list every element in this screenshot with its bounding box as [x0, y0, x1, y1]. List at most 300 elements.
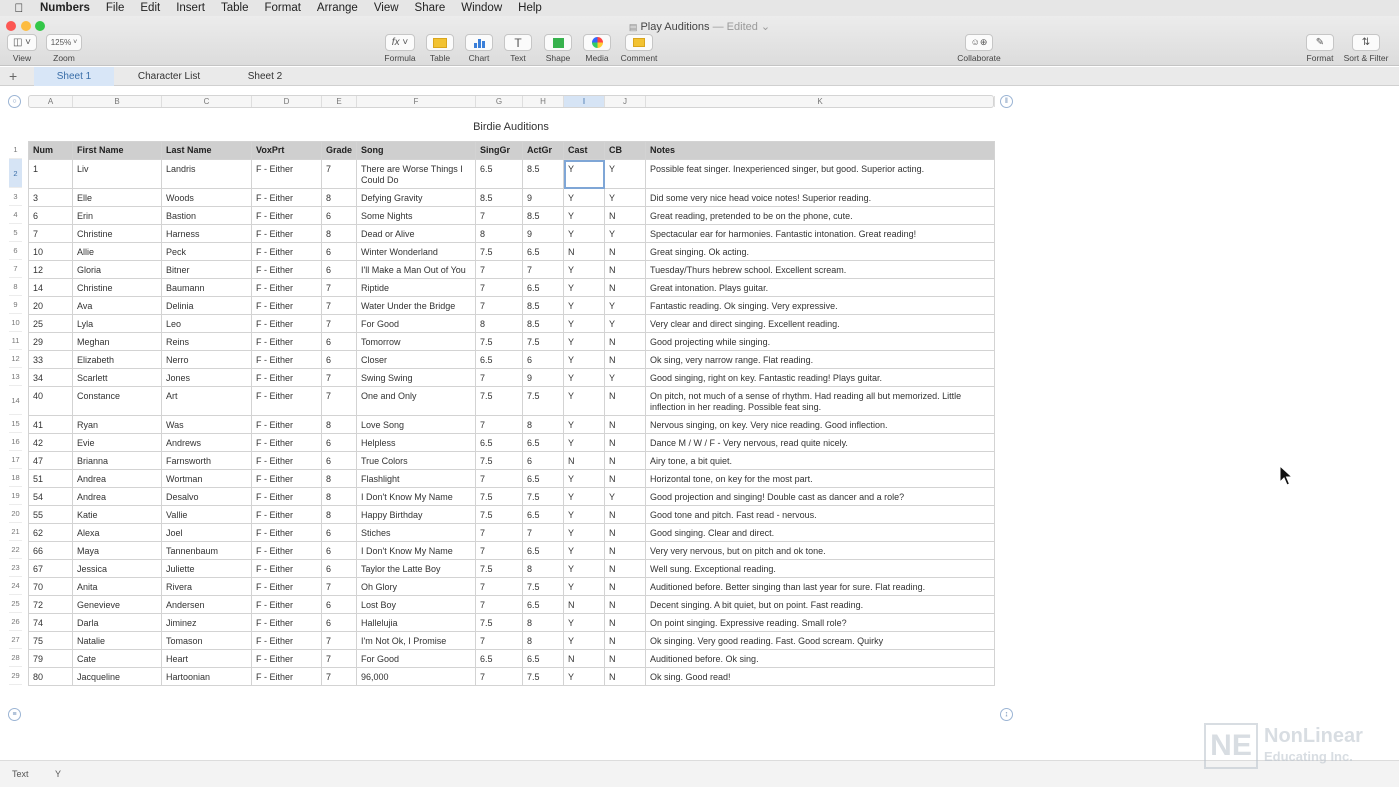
- table-cell[interactable]: Y: [605, 160, 646, 189]
- column-header-f[interactable]: F: [357, 96, 476, 107]
- table-cell[interactable]: N: [564, 452, 605, 470]
- table-cell[interactable]: Good singing, right on key. Fantastic reading! Plays guitar.: [646, 369, 995, 387]
- row-header[interactable]: 19: [9, 487, 22, 505]
- table-cell[interactable]: Wortman: [162, 470, 252, 488]
- table-cell[interactable]: 42: [29, 434, 73, 452]
- table-cell[interactable]: 9: [523, 225, 564, 243]
- table-cell[interactable]: Andrews: [162, 434, 252, 452]
- table-cell[interactable]: Reins: [162, 333, 252, 351]
- table-cell[interactable]: Y: [564, 225, 605, 243]
- table-cell[interactable]: 7: [523, 261, 564, 279]
- table-cell[interactable]: 6.5: [523, 506, 564, 524]
- table-cell[interactable]: 8: [322, 506, 357, 524]
- table-cell[interactable]: Y: [564, 315, 605, 333]
- table-cell[interactable]: Oh Glory: [357, 578, 476, 596]
- table-cell[interactable]: Christine: [73, 225, 162, 243]
- table-cell[interactable]: N: [605, 614, 646, 632]
- table-cell[interactable]: Y: [564, 279, 605, 297]
- table-cell[interactable]: Horizontal tone, on key for the most part.: [646, 470, 995, 488]
- table-cell[interactable]: 7: [476, 524, 523, 542]
- table-cell[interactable]: Cate: [73, 650, 162, 668]
- table-cell[interactable]: Water Under the Bridge: [357, 297, 476, 315]
- row-header[interactable]: 25: [9, 595, 22, 613]
- table-cell[interactable]: Happy Birthday: [357, 506, 476, 524]
- table-cell[interactable]: On pitch, not much of a sense of rhythm. Had reading all but memorized. Little inflection in her reading. Possible feat sing.: [646, 387, 995, 416]
- table-cell[interactable]: 7: [476, 632, 523, 650]
- table-cell[interactable]: Y: [605, 315, 646, 333]
- table-cell[interactable]: 7.5: [476, 387, 523, 416]
- table-cell[interactable]: Was: [162, 416, 252, 434]
- table-cell[interactable]: N: [605, 542, 646, 560]
- table-cell[interactable]: Did some very nice head voice notes! Superior reading.: [646, 189, 995, 207]
- column-header-j[interactable]: J: [605, 96, 646, 107]
- table-cell[interactable]: 6: [322, 207, 357, 225]
- table-cell[interactable]: 6: [523, 351, 564, 369]
- row-header[interactable]: 18: [9, 469, 22, 487]
- table-cell[interactable]: Y: [564, 207, 605, 225]
- table-cell[interactable]: Taylor the Latte Boy: [357, 560, 476, 578]
- table-cell[interactable]: Winter Wonderland: [357, 243, 476, 261]
- zoom-button[interactable]: [46, 34, 82, 63]
- table-cell[interactable]: Woods: [162, 189, 252, 207]
- table-cell[interactable]: 7.5: [523, 488, 564, 506]
- table-cell[interactable]: F - Either: [252, 632, 322, 650]
- table-cell[interactable]: Farnsworth: [162, 452, 252, 470]
- table-cell[interactable]: F - Either: [252, 524, 322, 542]
- table-cell[interactable]: N: [605, 650, 646, 668]
- table-cell[interactable]: 6.5: [523, 243, 564, 261]
- table-cell[interactable]: 40: [29, 387, 73, 416]
- table-cell[interactable]: Y: [564, 297, 605, 315]
- table-cell[interactable]: On point singing. Expressive reading. Small role?: [646, 614, 995, 632]
- table-cell[interactable]: Peck: [162, 243, 252, 261]
- table-cell[interactable]: 62: [29, 524, 73, 542]
- row-header[interactable]: 15: [9, 415, 22, 433]
- table-cell[interactable]: 8: [523, 560, 564, 578]
- column-header-h[interactable]: H: [523, 96, 564, 107]
- table-cell[interactable]: I'll Make a Man Out of You: [357, 261, 476, 279]
- table-cell[interactable]: F - Either: [252, 578, 322, 596]
- table-cell[interactable]: Great reading, pretended to be on the phone, cute.: [646, 207, 995, 225]
- table-cell[interactable]: 6.5: [523, 542, 564, 560]
- add-sheet-button[interactable]: +: [9, 68, 18, 84]
- table-cell[interactable]: Andrea: [73, 470, 162, 488]
- table-cell[interactable]: 8: [322, 225, 357, 243]
- table-cell[interactable]: F - Either: [252, 369, 322, 387]
- menu-format[interactable]: Format: [264, 2, 301, 14]
- table-cell[interactable]: 6: [523, 452, 564, 470]
- table-cell[interactable]: N: [605, 560, 646, 578]
- row-header[interactable]: 20: [9, 505, 22, 523]
- table-cell[interactable]: Bastion: [162, 207, 252, 225]
- table-cell[interactable]: F - Either: [252, 542, 322, 560]
- table-cell[interactable]: Tomason: [162, 632, 252, 650]
- table-cell[interactable]: 6: [322, 243, 357, 261]
- menu-window[interactable]: Window: [461, 2, 503, 14]
- table-cell[interactable]: 7: [476, 542, 523, 560]
- table-cell[interactable]: F - Either: [252, 261, 322, 279]
- view-button[interactable]: [6, 34, 38, 63]
- table-cell[interactable]: F - Either: [252, 650, 322, 668]
- table-cell[interactable]: Y: [564, 524, 605, 542]
- table-cell[interactable]: 7: [322, 369, 357, 387]
- table-cell[interactable]: F - Either: [252, 315, 322, 333]
- chart-button[interactable]: [464, 34, 494, 63]
- tab-sheet-2[interactable]: Sheet 2: [247, 71, 283, 82]
- row-header[interactable]: 1: [9, 141, 22, 159]
- table-cell[interactable]: N: [605, 261, 646, 279]
- tab-character-list[interactable]: Character List: [137, 71, 201, 82]
- table-cell[interactable]: Hallelujia: [357, 614, 476, 632]
- table-cell[interactable]: 6.5: [476, 650, 523, 668]
- table-cell[interactable]: Decent singing. A bit quiet, but on point. Fast reading.: [646, 596, 995, 614]
- table-cell[interactable]: 7: [322, 650, 357, 668]
- table-cell[interactable]: 7: [322, 632, 357, 650]
- table-cell[interactable]: 7: [476, 207, 523, 225]
- table-cell[interactable]: 10: [29, 243, 73, 261]
- table-cell[interactable]: 6.5: [476, 160, 523, 189]
- table-cell[interactable]: Y: [564, 189, 605, 207]
- select-table-handle-icon[interactable]: ○: [8, 95, 21, 108]
- table-cell[interactable]: 8: [322, 189, 357, 207]
- table-cell[interactable]: Y: [605, 297, 646, 315]
- row-header[interactable]: 6: [9, 242, 22, 260]
- row-header[interactable]: 5: [9, 224, 22, 242]
- table-cell[interactable]: 7: [476, 578, 523, 596]
- table-cell[interactable]: Fantastic reading. Ok singing. Very expressive.: [646, 297, 995, 315]
- table-cell[interactable]: Anita: [73, 578, 162, 596]
- table-cell[interactable]: 55: [29, 506, 73, 524]
- table-cell[interactable]: Y: [605, 369, 646, 387]
- row-header[interactable]: 9: [9, 296, 22, 314]
- table-cell[interactable]: Katie: [73, 506, 162, 524]
- table-cell[interactable]: 7.5: [476, 614, 523, 632]
- row-header[interactable]: 11: [9, 332, 22, 350]
- table-cell[interactable]: Y: [564, 351, 605, 369]
- table-cell[interactable]: Juliette: [162, 560, 252, 578]
- table-cell[interactable]: Delinia: [162, 297, 252, 315]
- row-header[interactable]: 23: [9, 559, 22, 577]
- row-header[interactable]: 27: [9, 631, 22, 649]
- table-cell[interactable]: 7.5: [523, 333, 564, 351]
- row-header[interactable]: 16: [9, 433, 22, 451]
- table-cell[interactable]: 6: [29, 207, 73, 225]
- collaborate-button[interactable]: [955, 34, 1003, 63]
- table-cell[interactable]: 6: [322, 434, 357, 452]
- table-cell[interactable]: Elle: [73, 189, 162, 207]
- table-cell[interactable]: 6.5: [523, 650, 564, 668]
- table-cell[interactable]: N: [605, 434, 646, 452]
- table-cell[interactable]: 7: [476, 596, 523, 614]
- format-button[interactable]: [1304, 34, 1336, 63]
- table-cell[interactable]: Defying Gravity: [357, 189, 476, 207]
- table-cell[interactable]: Stiches: [357, 524, 476, 542]
- table-cell[interactable]: Natalie: [73, 632, 162, 650]
- header-actgr[interactable]: ActGr: [523, 142, 564, 160]
- table-cell[interactable]: F - Either: [252, 560, 322, 578]
- table-cell[interactable]: Genevieve: [73, 596, 162, 614]
- table-cell[interactable]: Good singing. Clear and direct.: [646, 524, 995, 542]
- table-cell[interactable]: 6.5: [523, 470, 564, 488]
- table-cell[interactable]: 6: [322, 351, 357, 369]
- table-cell[interactable]: 7: [322, 668, 357, 686]
- table-cell[interactable]: Darla: [73, 614, 162, 632]
- table-cell[interactable]: 79: [29, 650, 73, 668]
- table-cell[interactable]: Lost Boy: [357, 596, 476, 614]
- table-cell[interactable]: F - Either: [252, 189, 322, 207]
- table-cell[interactable]: 8.5: [476, 189, 523, 207]
- table-cell[interactable]: N: [605, 243, 646, 261]
- table-cell[interactable]: F - Either: [252, 470, 322, 488]
- table-cell[interactable]: Y: [564, 261, 605, 279]
- table-cell[interactable]: 8: [322, 488, 357, 506]
- table-cell[interactable]: 8.5: [523, 160, 564, 189]
- table-cell[interactable]: N: [605, 387, 646, 416]
- row-header[interactable]: 13: [9, 368, 22, 386]
- table-cell[interactable]: Heart: [162, 650, 252, 668]
- table-cell[interactable]: Good projecting while singing.: [646, 333, 995, 351]
- table-cell[interactable]: F - Either: [252, 207, 322, 225]
- menu-app-name[interactable]: Numbers: [40, 2, 90, 14]
- table-cell[interactable]: 47: [29, 452, 73, 470]
- table-cell[interactable]: 8: [523, 614, 564, 632]
- table-cell[interactable]: 6.5: [523, 279, 564, 297]
- table-cell[interactable]: N: [605, 333, 646, 351]
- table-cell[interactable]: N: [605, 524, 646, 542]
- table-cell[interactable]: Y: [564, 488, 605, 506]
- table-button[interactable]: [425, 34, 455, 63]
- table-cell[interactable]: Well sung. Exceptional reading.: [646, 560, 995, 578]
- table-cell[interactable]: 6: [322, 614, 357, 632]
- table-cell[interactable]: 7.5: [476, 560, 523, 578]
- table-cell[interactable]: 1: [29, 160, 73, 189]
- tab-sheet-1[interactable]: Sheet 1: [34, 67, 114, 86]
- table-cell[interactable]: 7: [476, 470, 523, 488]
- table-cell[interactable]: Andersen: [162, 596, 252, 614]
- table-cell[interactable]: 34: [29, 369, 73, 387]
- formula-button[interactable]: [384, 34, 416, 63]
- table-cell[interactable]: F - Either: [252, 225, 322, 243]
- table-cell[interactable]: Good projection and singing! Double cast as dancer and a role?: [646, 488, 995, 506]
- table-cell[interactable]: Erin: [73, 207, 162, 225]
- table-cell[interactable]: 7.5: [476, 333, 523, 351]
- table-cell[interactable]: For Good: [357, 650, 476, 668]
- row-header[interactable]: 10: [9, 314, 22, 332]
- table-cell[interactable]: Alexa: [73, 524, 162, 542]
- table-cell[interactable]: Possible feat singer. Inexperienced singer, but good. Superior acting.: [646, 160, 995, 189]
- table-cell[interactable]: F - Either: [252, 243, 322, 261]
- menu-view[interactable]: View: [373, 2, 399, 14]
- table-cell[interactable]: Y: [564, 578, 605, 596]
- table-cell[interactable]: F - Either: [252, 160, 322, 189]
- table-cell[interactable]: N: [564, 243, 605, 261]
- table-cell[interactable]: Ok sing. Good read!: [646, 668, 995, 686]
- row-header[interactable]: 14: [9, 386, 22, 415]
- comment-button[interactable]: [620, 34, 658, 63]
- header-notes[interactable]: Notes: [646, 142, 995, 160]
- table-cell[interactable]: 6.5: [523, 434, 564, 452]
- table-cell[interactable]: Nerro: [162, 351, 252, 369]
- header-num[interactable]: Num: [29, 142, 73, 160]
- table-cell[interactable]: Gloria: [73, 261, 162, 279]
- table-cell[interactable]: Y: [605, 189, 646, 207]
- table-cell[interactable]: Christine: [73, 279, 162, 297]
- table-cell[interactable]: 7: [476, 668, 523, 686]
- table-cell[interactable]: F - Either: [252, 506, 322, 524]
- table-cell[interactable]: Evie: [73, 434, 162, 452]
- table-cell[interactable]: 6: [322, 596, 357, 614]
- table-cell[interactable]: Nervous singing, on key. Very nice reading. Good inflection.: [646, 416, 995, 434]
- header-first-name[interactable]: First Name: [73, 142, 162, 160]
- table-cell[interactable]: Allie: [73, 243, 162, 261]
- table-cell[interactable]: N: [605, 279, 646, 297]
- table-cell[interactable]: 7: [322, 160, 357, 189]
- table-cell[interactable]: 6: [322, 524, 357, 542]
- table-cell[interactable]: 8.5: [523, 297, 564, 315]
- table-cell[interactable]: Landris: [162, 160, 252, 189]
- table-cell[interactable]: Leo: [162, 315, 252, 333]
- table-cell[interactable]: Harness: [162, 225, 252, 243]
- column-header-c[interactable]: C: [162, 96, 252, 107]
- table-cell[interactable]: F - Either: [252, 297, 322, 315]
- header-singgr[interactable]: SingGr: [476, 142, 523, 160]
- table-cell[interactable]: Dead or Alive: [357, 225, 476, 243]
- table-cell[interactable]: 20: [29, 297, 73, 315]
- table-cell[interactable]: Ok singing. Very good reading. Fast. Good scream. Quirky: [646, 632, 995, 650]
- row-header[interactable]: 28: [9, 649, 22, 667]
- table-cell[interactable]: Lyla: [73, 315, 162, 333]
- column-header-e[interactable]: E: [322, 96, 357, 107]
- menu-help[interactable]: Help: [518, 2, 542, 14]
- table-cell[interactable]: 66: [29, 542, 73, 560]
- menu-table[interactable]: Table: [220, 2, 249, 14]
- cell-value-field[interactable]: Y: [55, 769, 62, 779]
- row-header[interactable]: 21: [9, 523, 22, 541]
- row-header[interactable]: 2: [9, 159, 22, 188]
- column-header-i[interactable]: I: [564, 96, 605, 107]
- table-cell[interactable]: 41: [29, 416, 73, 434]
- row-header[interactable]: 22: [9, 541, 22, 559]
- table-cell[interactable]: 6.5: [476, 434, 523, 452]
- table-cell[interactable]: N: [605, 506, 646, 524]
- table-cell[interactable]: N: [605, 452, 646, 470]
- table-cell[interactable]: Ok sing, very narrow range. Flat reading.: [646, 351, 995, 369]
- table-cell[interactable]: Constance: [73, 387, 162, 416]
- row-header[interactable]: 24: [9, 577, 22, 595]
- table-cell[interactable]: 7: [322, 279, 357, 297]
- header-voxprt[interactable]: VoxPrt: [252, 142, 322, 160]
- row-header[interactable]: 26: [9, 613, 22, 631]
- table-cell[interactable]: F - Either: [252, 416, 322, 434]
- table-cell[interactable]: 6: [322, 542, 357, 560]
- table-cell[interactable]: N: [564, 596, 605, 614]
- table-cell[interactable]: F - Either: [252, 351, 322, 369]
- table-cell[interactable]: Ryan: [73, 416, 162, 434]
- row-header[interactable]: 7: [9, 260, 22, 278]
- table-cell[interactable]: Scarlett: [73, 369, 162, 387]
- table-cell[interactable]: Auditioned before. Better singing than last year for sure. Flat reading.: [646, 578, 995, 596]
- table-cell[interactable]: 9: [523, 369, 564, 387]
- table-cell[interactable]: Y: [564, 542, 605, 560]
- table-title[interactable]: Birdie Auditions: [473, 121, 549, 133]
- row-header[interactable]: 8: [9, 278, 22, 296]
- table-cell[interactable]: 6: [322, 333, 357, 351]
- table-cell[interactable]: Y: [605, 488, 646, 506]
- row-header[interactable]: 4: [9, 206, 22, 224]
- table-cell[interactable]: 80: [29, 668, 73, 686]
- menu-share[interactable]: Share: [414, 2, 446, 14]
- table-cell[interactable]: 7: [322, 315, 357, 333]
- table-cell[interactable]: Elizabeth: [73, 351, 162, 369]
- table-cell[interactable]: One and Only: [357, 387, 476, 416]
- table-cell[interactable]: Very clear and direct singing. Excellent reading.: [646, 315, 995, 333]
- table-cell[interactable]: Spectacular ear for harmonies. Fantastic intonation. Great reading!: [646, 225, 995, 243]
- table-cell[interactable]: N: [605, 596, 646, 614]
- table-cell[interactable]: Y: [564, 160, 605, 189]
- table-cell[interactable]: Maya: [73, 542, 162, 560]
- table-cell[interactable]: Jessica: [73, 560, 162, 578]
- table-cell[interactable]: Y: [605, 225, 646, 243]
- table-cell[interactable]: 7: [29, 225, 73, 243]
- table-cell[interactable]: N: [605, 578, 646, 596]
- table-cell[interactable]: 6: [322, 560, 357, 578]
- table-cell[interactable]: 33: [29, 351, 73, 369]
- apple-icon[interactable]: [12, 1, 26, 15]
- table-cell[interactable]: Rivera: [162, 578, 252, 596]
- table-cell[interactable]: 7.5: [476, 243, 523, 261]
- table-cell[interactable]: F - Either: [252, 488, 322, 506]
- table-cell[interactable]: There are Worse Things I Could Do: [357, 160, 476, 189]
- header-grade[interactable]: Grade: [322, 142, 357, 160]
- table-cell[interactable]: F - Either: [252, 668, 322, 686]
- table-cell[interactable]: Tuesday/Thurs hebrew school. Excellent scream.: [646, 261, 995, 279]
- sort-filter-button[interactable]: [1341, 34, 1391, 63]
- table-cell[interactable]: I'm Not Ok, I Promise: [357, 632, 476, 650]
- table-cell[interactable]: 7: [476, 279, 523, 297]
- shape-button[interactable]: [543, 34, 573, 63]
- table-cell[interactable]: Dance M / W / F - Very nervous, read quite nicely.: [646, 434, 995, 452]
- table-cell[interactable]: 7: [476, 369, 523, 387]
- table-cell[interactable]: Y: [564, 560, 605, 578]
- table-cell[interactable]: Great intonation. Plays guitar.: [646, 279, 995, 297]
- table-cell[interactable]: Y: [564, 333, 605, 351]
- table-cell[interactable]: 70: [29, 578, 73, 596]
- table-cell[interactable]: 6: [322, 452, 357, 470]
- table-cell[interactable]: Baumann: [162, 279, 252, 297]
- table-cell[interactable]: 72: [29, 596, 73, 614]
- table-cell[interactable]: Andrea: [73, 488, 162, 506]
- table-cell[interactable]: Y: [564, 668, 605, 686]
- menu-edit[interactable]: Edit: [140, 2, 161, 14]
- table-cell[interactable]: Y: [564, 632, 605, 650]
- column-header-k[interactable]: K: [646, 96, 995, 107]
- table-cell[interactable]: 3: [29, 189, 73, 207]
- table-cell[interactable]: N: [605, 416, 646, 434]
- table-cell[interactable]: 25: [29, 315, 73, 333]
- table-cell[interactable]: 6.5: [523, 596, 564, 614]
- table-cell[interactable]: 7.5: [523, 387, 564, 416]
- table-cell[interactable]: 74: [29, 614, 73, 632]
- table-cell[interactable]: Jiminez: [162, 614, 252, 632]
- table-cell[interactable]: 7: [322, 578, 357, 596]
- row-header[interactable]: 17: [9, 451, 22, 469]
- column-header-a[interactable]: A: [29, 96, 73, 107]
- table-cell[interactable]: F - Either: [252, 333, 322, 351]
- table-cell[interactable]: Brianna: [73, 452, 162, 470]
- header-song[interactable]: Song: [357, 142, 476, 160]
- table-cell[interactable]: 8: [476, 225, 523, 243]
- table-cell[interactable]: Airy tone, a bit quiet.: [646, 452, 995, 470]
